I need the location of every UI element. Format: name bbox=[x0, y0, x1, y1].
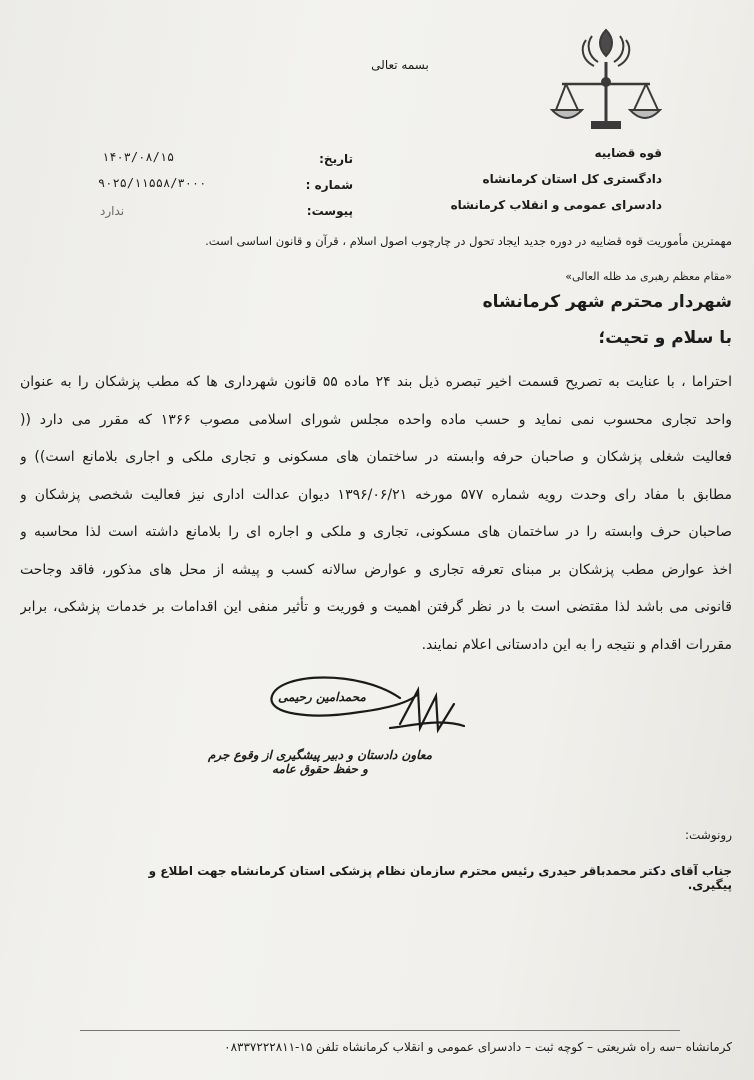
body-line: اخذ عوارض مطب پزشکان بر مبنای تعرفه تجاری و عوارض سالانه کسب و پیشه از محل های مذکور، فاقد وجاحت bbox=[20, 561, 732, 578]
signer-title: معاون دادستان و دبیر پیشگیری از وقوع جرم و حفظ حقوق عامه bbox=[207, 748, 433, 776]
handwritten-signature bbox=[250, 668, 470, 748]
signature-name: محمدامین رحیمی bbox=[278, 690, 366, 704]
body-line: فعالیت شغلی پزشکان و صاحبان حرفه وابسته در ساختمان های مسکونی و تجاری ملکی و اجاری بلامانع است)) و bbox=[20, 449, 732, 465]
body-line: صاحبان حرف وابسته را در ساختمان های مسکونی، تجاری و ملکی و اجاره ای را بلامانع داشته است لذا محاسبه و bbox=[20, 524, 732, 540]
number-label: شماره : bbox=[305, 178, 353, 192]
body-line: واحد تجاری محسوب نمی نماید و حسب ماده واحده مجلس شورای اسلامی مصوب ۱۳۶۶ که مقرر می دارد (( bbox=[20, 411, 732, 428]
date-label: تاریخ: bbox=[319, 152, 353, 166]
number-value: ۹۰۲۵/۱۱۵۵۸/۳۰۰۰ bbox=[98, 176, 207, 190]
date-value: ۱۴۰۳/۰۸/۱۵ bbox=[102, 150, 175, 164]
body-line: احتراما ، با عنایت به تصریح قسمت اخیر تبصره ذیل بند ۲۴ ماده ۵۵ قانون شهرداری ها که مطب پزشکان را به عنوان bbox=[20, 374, 732, 390]
footer-address: کرمانشاه –سه راه شریعتی – کوچه ثبت – دادسرای عمومی و انقلاب کرمانشاه تلفن ۱۵-۰۸۳۳۷۲۲۲۸۱۱ bbox=[224, 1040, 732, 1054]
body-line: مطابق با مفاد رای وحدت رویه شماره ۵۷۷ مورخه ۱۳۹۶/۰۶/۲۱ دیوان عدالت اداری نیز فعالیت شخصی پزشکان و bbox=[20, 486, 732, 503]
judiciary-emblem-icon bbox=[548, 22, 664, 138]
footer-divider bbox=[80, 1030, 680, 1031]
cc-recipient: جناب آقای دکتر محمدباقر حیدری رئیس محترم سازمان نظام پزشکی استان کرمانشاه جهت اطلاع و پیگیری. bbox=[148, 864, 732, 892]
letter-greeting: با سلام و تحیت؛ bbox=[598, 328, 732, 348]
leader-quote-attribution: «مقام معظم رهبری مد ظله العالی» bbox=[565, 270, 732, 283]
body-line: مقررات اقدام و نتیجه را به این دادستانی اعلام نمایند. bbox=[421, 636, 732, 653]
bismillah-heading: بسمه تعالی bbox=[371, 58, 429, 72]
org-line-province-court: دادگستری کل استان کرمانشاه bbox=[482, 172, 662, 186]
letter-addressee: شهردار محترم شهر کرمانشاه bbox=[482, 292, 732, 312]
org-line-judiciary: قوه قضاییه bbox=[594, 146, 662, 160]
attachment-label: پیوست: bbox=[306, 204, 353, 218]
mission-statement: مهمترین مأموریت قوه قضاییه در دوره جدید ایجاد تحول در چارچوب اصول اسلام ، قرآن و قانون اساسی است. bbox=[205, 234, 732, 248]
cc-label: رونوشت: bbox=[684, 828, 732, 842]
org-line-prosecutor-office: دادسرای عمومی و انقلاب کرمانشاه bbox=[450, 198, 662, 212]
attachment-value: ندارد bbox=[100, 204, 125, 218]
letter-body bbox=[20, 364, 732, 664]
body-line: قانونی می باشد لذا مقتضی است با در نظر گرفتن اهمیت و فوریت و تأثیر منفی این اقدامات بر خدمات پزشکی، برابر bbox=[20, 599, 732, 615]
